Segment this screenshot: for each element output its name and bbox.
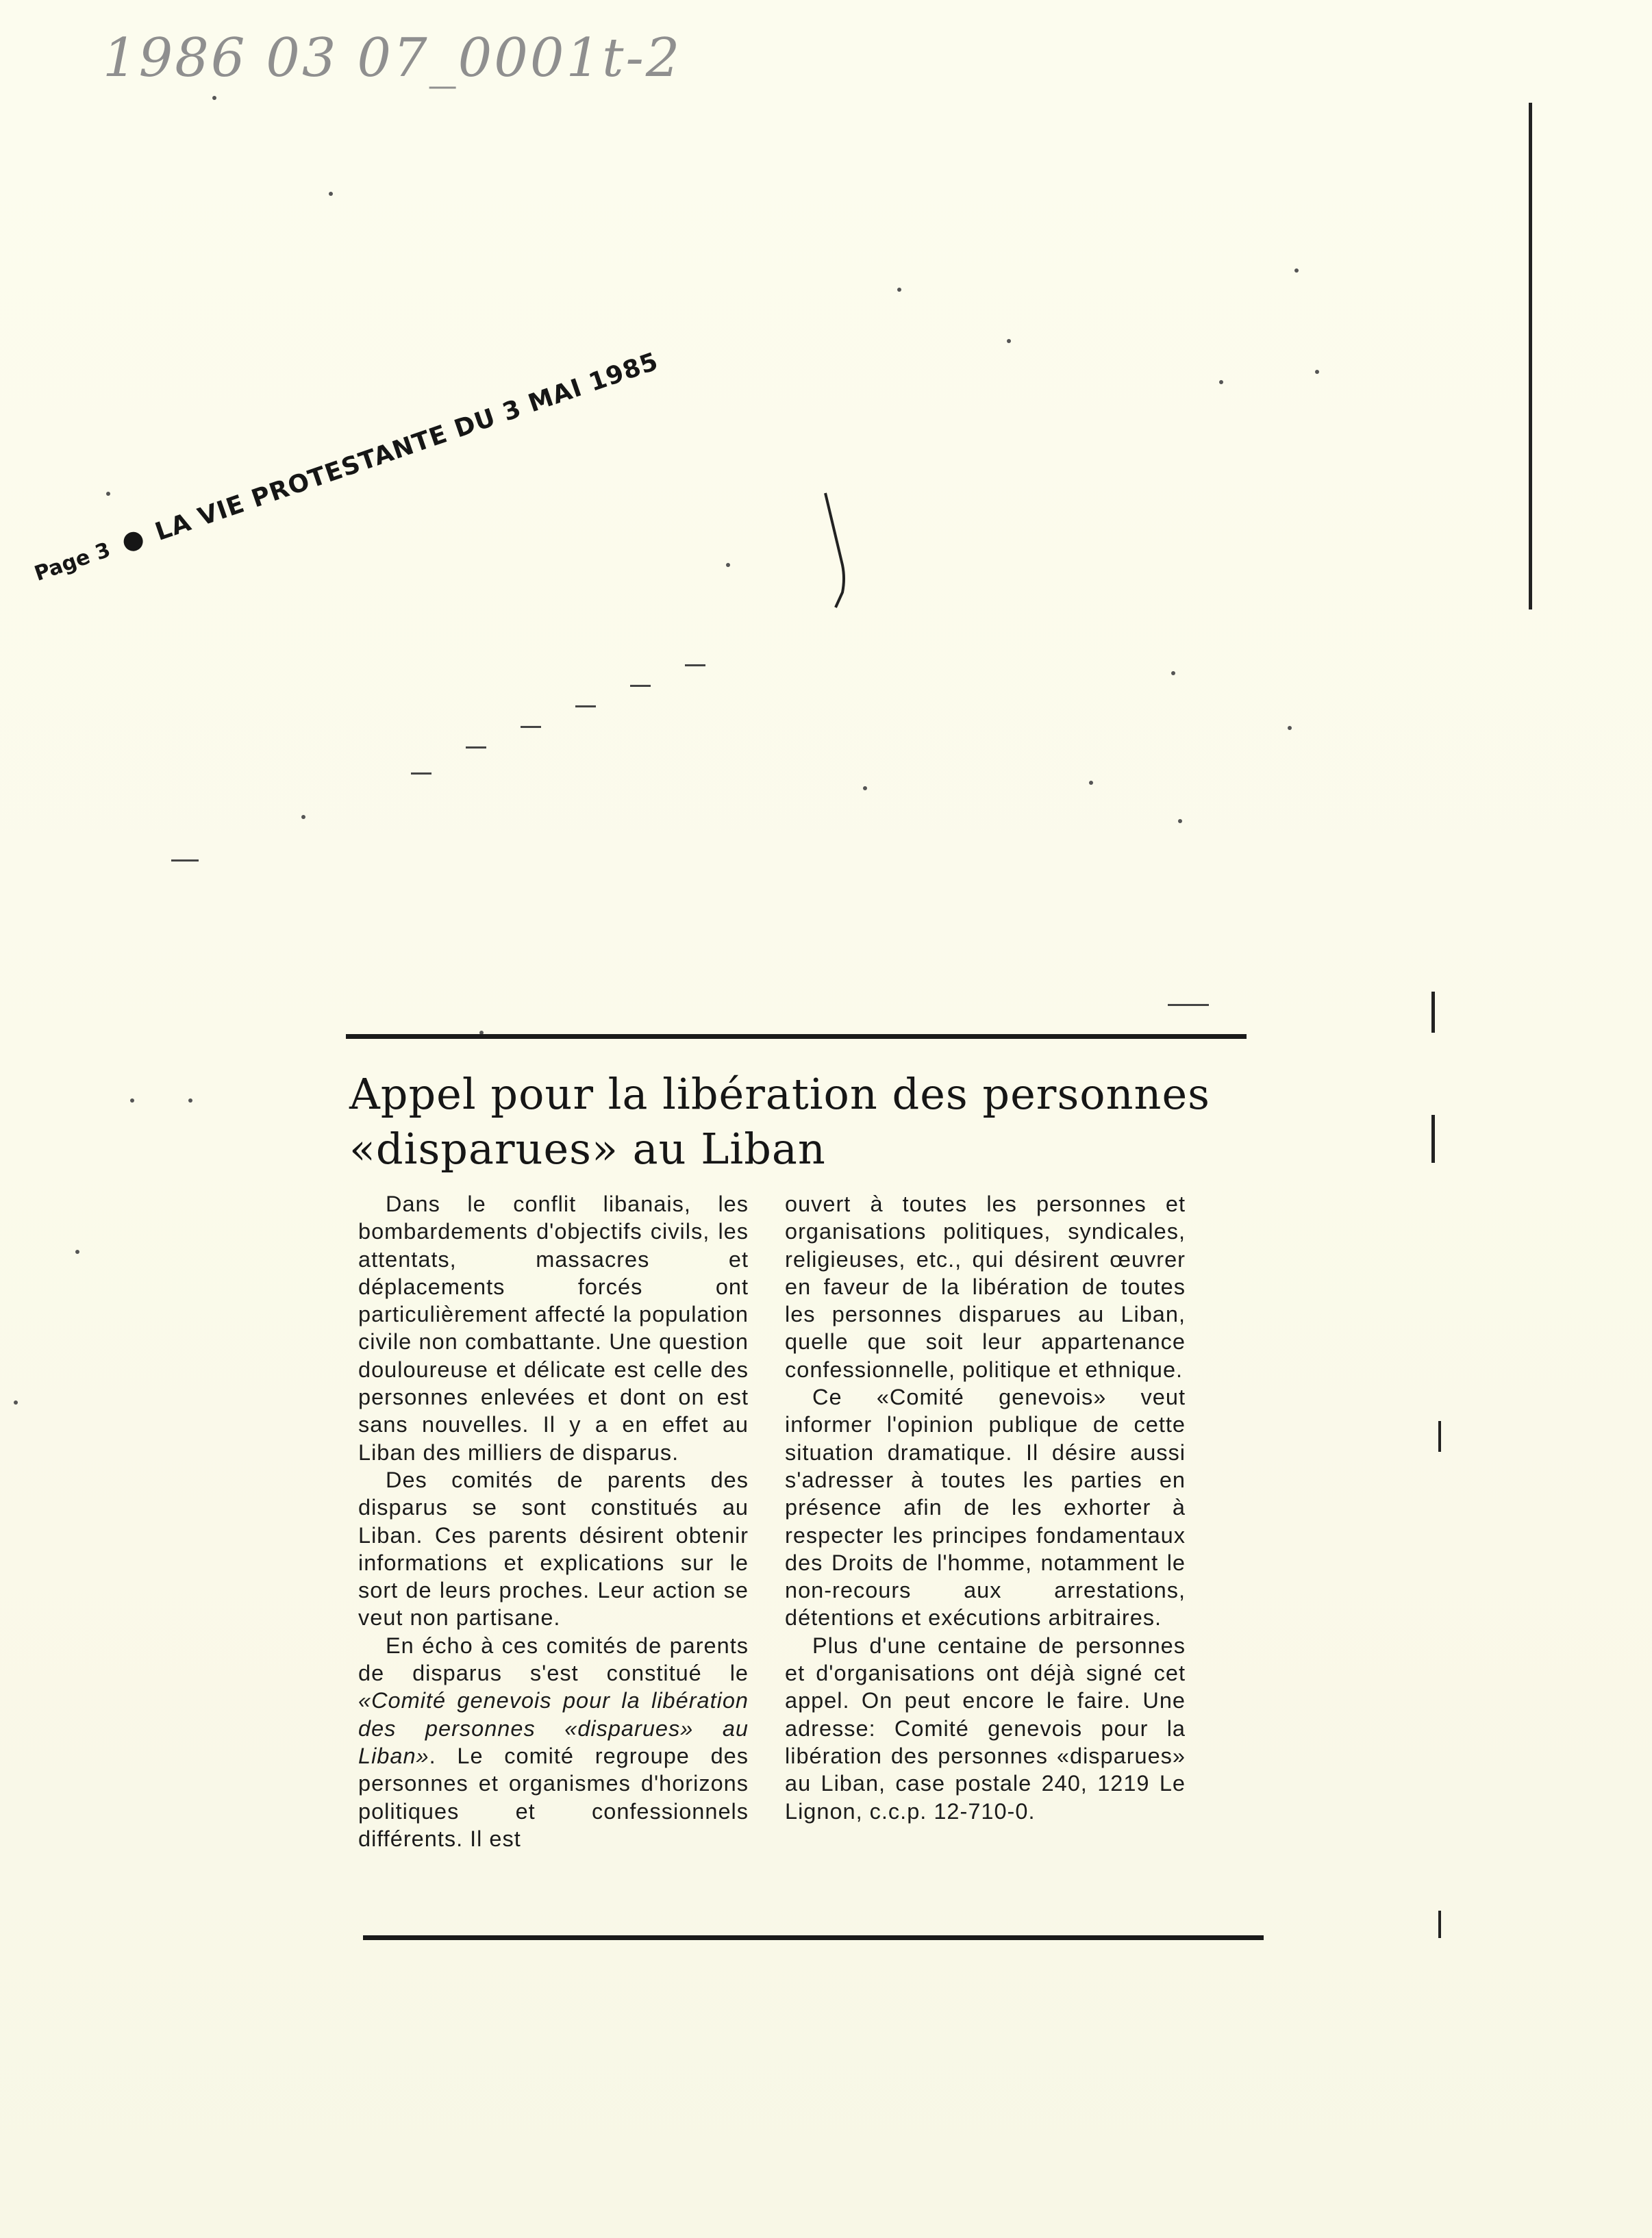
right-margin-tick [1438, 1911, 1441, 1938]
publication-name-date: LA VIE PROTESTANTE DU 3 MAI 1985 [151, 347, 662, 547]
scan-speck [897, 288, 901, 292]
scan-speck [301, 815, 305, 819]
scan-dash [685, 664, 705, 666]
article-bottom-rule [363, 1935, 1264, 1940]
scan-dash [630, 685, 651, 687]
page-number: Page 3 [31, 538, 114, 586]
scan-speck [212, 96, 216, 100]
scan-speck [1294, 268, 1299, 273]
paragraph: Dans le conflit libanais, les bombardements d'objectifs civils, les attentats, massacres et déplacements forcés ont particulièrement affecté la population civile non combattante. Une question douloureuse et délicate est celle des personnes enlevées et dont on est sans nouvelles. Il y a en effet au Liban des milliers de disparus. [358, 1192, 749, 1465]
bullet-dot-icon [121, 529, 145, 554]
article-top-rule [346, 1034, 1247, 1039]
scan-speck [863, 786, 867, 790]
scan-speck [14, 1400, 18, 1405]
scan-speck [1219, 380, 1223, 384]
scan-speck [1315, 370, 1319, 374]
article-title [349, 1067, 1240, 1177]
right-margin-tick [1431, 1115, 1435, 1163]
paragraph: Plus d'une centaine de personnes et d'organisations ont déjà signé cet appel. On peut encore le faire. Une adresse: Comité genevois pour la libération des personnes «disparues» au Liban, case postale 240, 1219 Le Lignon, c.c.p. 12-710-0. [785, 1633, 1186, 1824]
scan-speck [1288, 726, 1292, 730]
scan-speck [130, 1098, 134, 1103]
scan-bracket-mark [822, 490, 863, 613]
paragraph [358, 1632, 749, 1852]
scan-speck [106, 492, 110, 496]
archive-reference-handwritten: 1986 03 07_0001t-2 [103, 27, 682, 89]
scan-dash [521, 726, 541, 728]
title-line-1: Appel pour la libération des personnes [349, 1069, 1210, 1119]
scan-speck [75, 1250, 79, 1254]
committee-name: «Comité genevois pour la libération des personnes «disparues» au Liban» [358, 1688, 749, 1768]
scan-dash [1168, 1004, 1209, 1006]
right-margin-line [1529, 103, 1532, 609]
paragraph: ouvert à toutes les personnes et organisations politiques, syndicales, religieuses, etc., qui désirent œuvrer en faveur de la libération de toutes les personnes disparues au Liban, quelle que soit leur appartenance confessionnelle, politique et ethnique. [785, 1192, 1186, 1382]
scan-speck [188, 1098, 192, 1103]
scan-speck [1007, 339, 1011, 343]
title-line-2: «disparues» au Liban [349, 1124, 826, 1174]
scan-dash [575, 705, 596, 707]
scan-speck [1171, 671, 1175, 675]
paragraph: Des comités de parents des disparus se sont constitués au Liban. Ces parents désirent obtenir informations et explications sur le sort de leurs proches. Leur action se veut non partisane. [358, 1467, 749, 1631]
newspaper-masthead [31, 347, 662, 588]
scan-dash [466, 746, 486, 749]
scan-speck [329, 192, 333, 196]
paragraph-text: . Le comité regroupe des personnes et organismes d'horizons politiques et confessionnels différents. Il est [358, 1743, 749, 1851]
scan-dash [411, 772, 431, 775]
scan-dash [171, 859, 199, 862]
article-left-column [358, 1190, 749, 1852]
paragraph: Ce «Comité genevois» veut informer l'opinion publique de cette situation dramatique. Il désire aussi s'adresser à toutes les parties en présence afin de les exhorter à respecter les principes fondamentaux des Droits de l'homme, notamment le non-recours aux arrestations, détentions et exécutions arbitraires. [785, 1385, 1186, 1631]
paragraph-text: En écho à ces comités de parents de disparus s'est constitué le [358, 1633, 749, 1686]
scan-speck [726, 563, 730, 567]
scan-speck [1178, 819, 1182, 823]
right-margin-tick [1431, 992, 1435, 1033]
right-margin-tick [1438, 1421, 1441, 1452]
article-right-column [785, 1190, 1186, 1825]
scan-speck [1089, 781, 1093, 785]
